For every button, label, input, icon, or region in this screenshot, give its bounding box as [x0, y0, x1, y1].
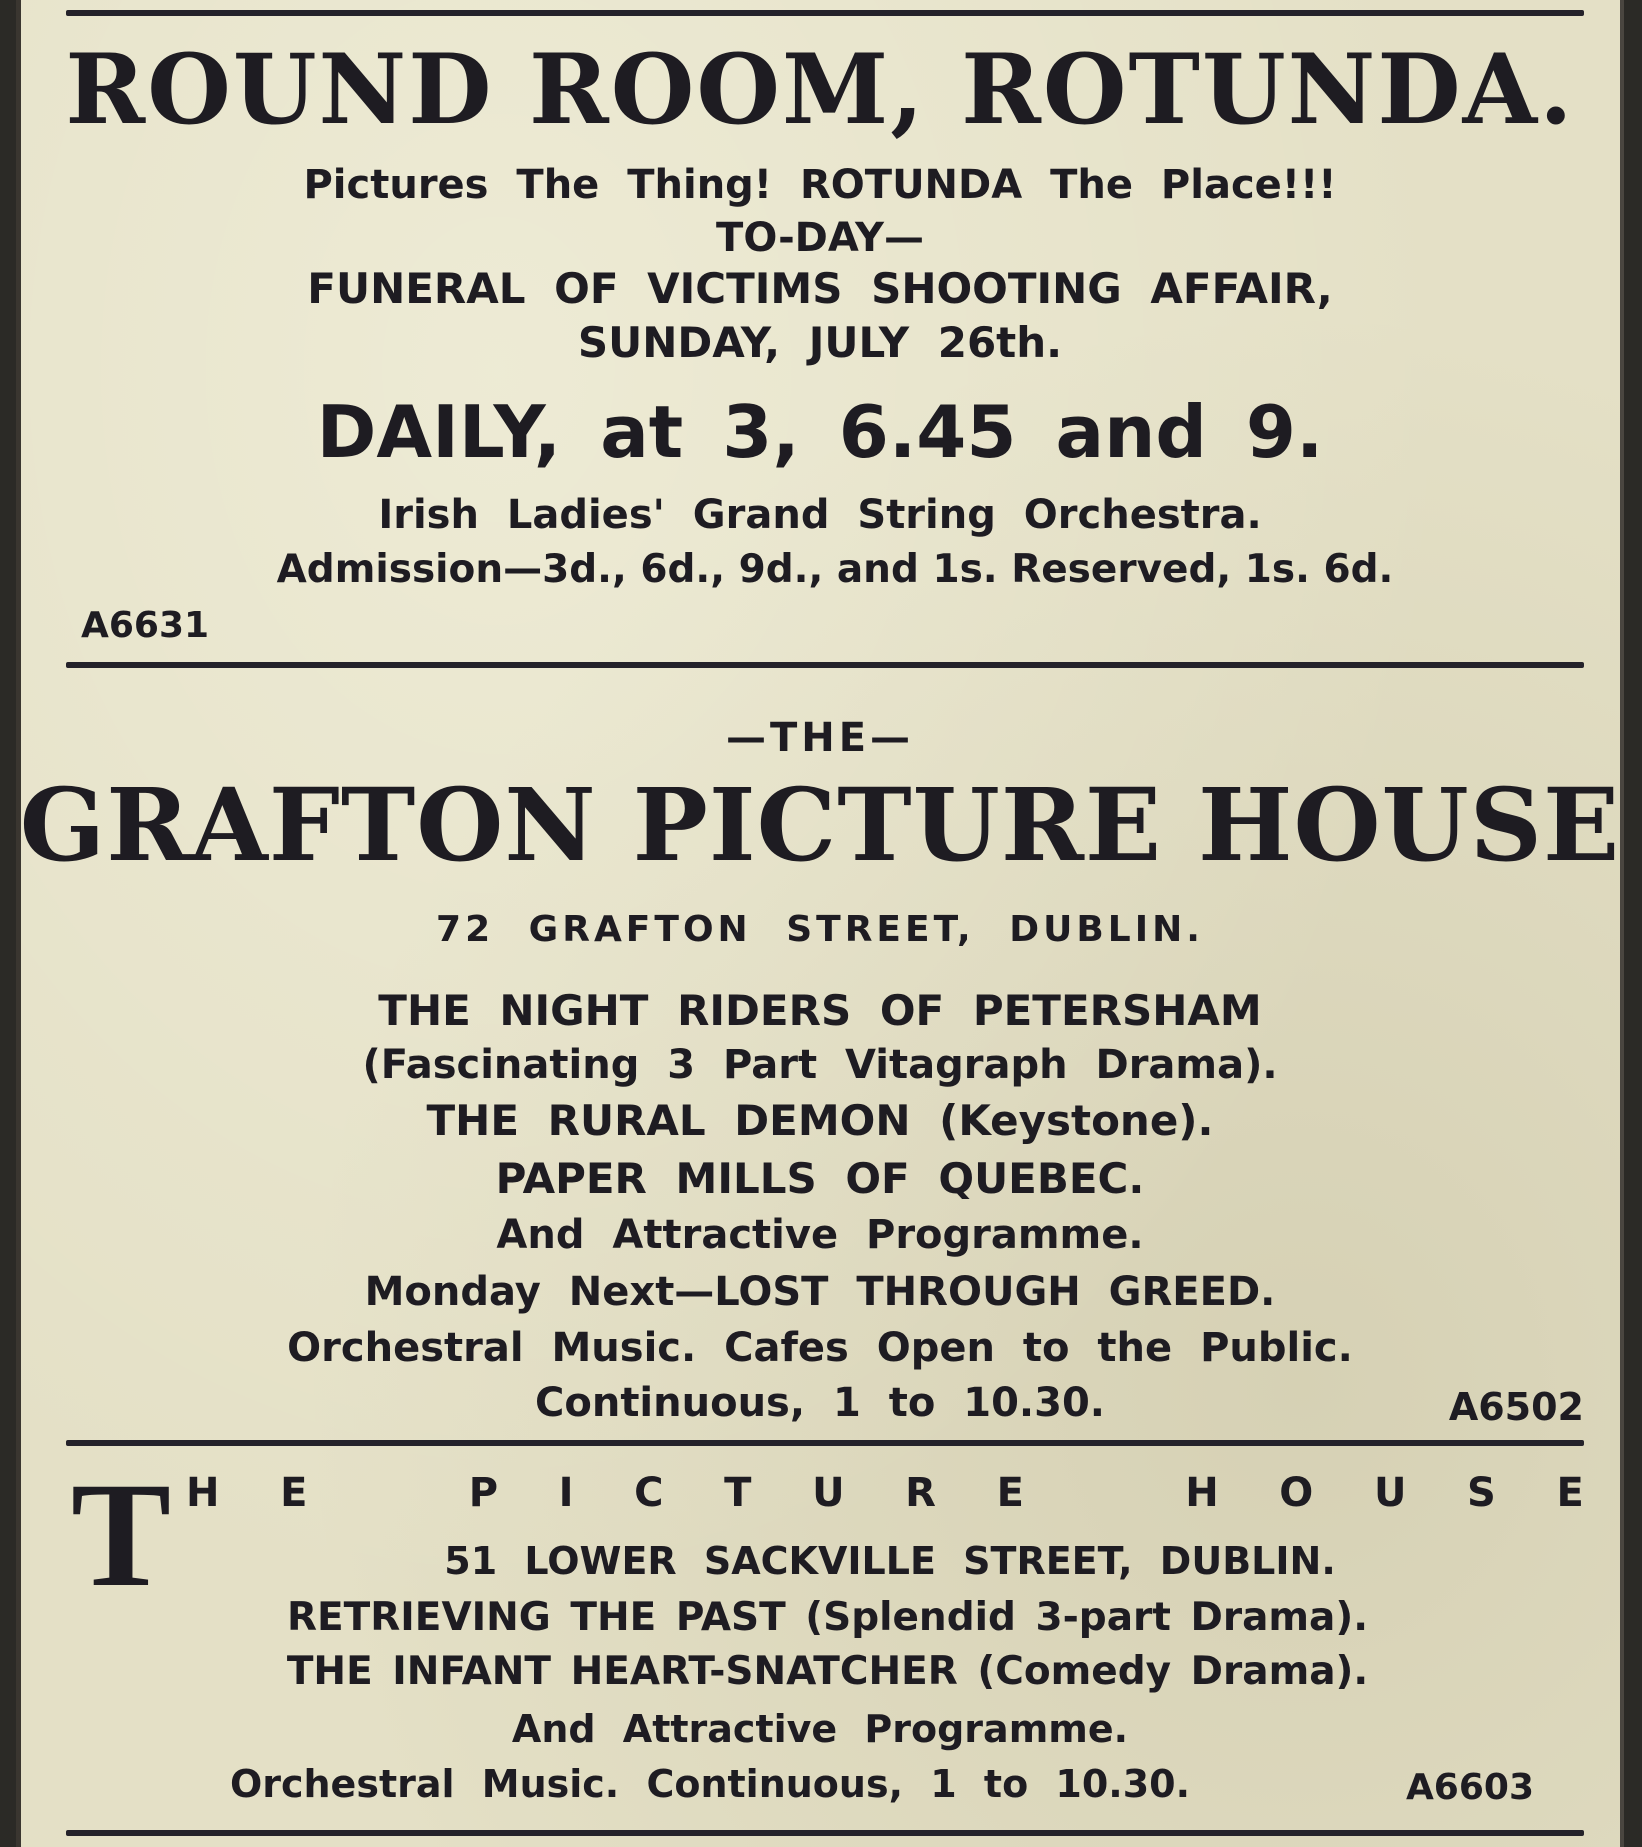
title-letter: U: [812, 1470, 845, 1516]
picture-house-film1: RETRIEVING THE PAST (Splendid 3-part Drama).: [286, 1595, 1369, 1640]
rotunda-admission: Admission—3d., 6d., 9d., and 1s. Reserved, 1s. 6d.: [276, 547, 1394, 592]
grafton-programme: And Attractive Programme.: [496, 1212, 1144, 1258]
grafton-the: —THE—: [725, 715, 915, 761]
grafton-address: 72 GRAFTON STREET, DUBLIN.: [436, 909, 1204, 950]
picture-house-programme: And Attractive Programme.: [511, 1707, 1129, 1751]
grafton-music: Orchestral Music. Cafes Open to the Public.: [287, 1325, 1353, 1371]
title-letter: S: [1467, 1470, 1496, 1516]
grafton-hours: Continuous, 1 to 10.30.: [535, 1380, 1105, 1426]
divider-rule-top: [66, 10, 1584, 16]
rotunda-slogan: Pictures The Thing! ROTUNDA The Place!!!: [303, 162, 1337, 208]
rotunda-orchestra: Irish Ladies' Grand String Orchestra.: [378, 492, 1262, 538]
grafton-film1: THE NIGHT RIDERS OF PETERSHAM: [378, 986, 1262, 1035]
grafton-film1-desc: (Fascinating 3 Part Vitagraph Drama).: [362, 1042, 1278, 1088]
picture-house-ref: A6603: [1405, 1767, 1534, 1808]
grafton-film2: THE RURAL DEMON (Keystone).: [426, 1096, 1214, 1145]
rotunda-feature: FUNERAL OF VICTIMS SHOOTING AFFAIR,: [307, 264, 1333, 313]
title-letter: I: [558, 1470, 574, 1516]
title-letter: T: [724, 1470, 752, 1516]
picture-house-music: Orchestral Music. Continuous, 1 to 10.30.: [229, 1762, 1191, 1806]
picture-house-drop-cap: T: [71, 1452, 172, 1618]
divider-rule: [66, 662, 1584, 668]
grafton-film3: PAPER MILLS OF QUEBEC.: [495, 1154, 1145, 1203]
picture-house-address: 51 LOWER SACKVILLE STREET, DUBLIN.: [444, 1539, 1336, 1583]
grafton-ref: A6502: [1448, 1385, 1584, 1429]
title-letter: H: [186, 1470, 220, 1516]
rotunda-times: DAILY, at 3, 6.45 and 9.: [316, 390, 1324, 474]
title-letter: E: [280, 1470, 308, 1516]
title-letter: R: [905, 1470, 936, 1516]
title-letter: H: [1185, 1470, 1219, 1516]
picture-house-title: [186, 1470, 1584, 1516]
title-letter: E: [1556, 1470, 1584, 1516]
rotunda-heading: ROUND ROOM, ROTUNDA.: [65, 33, 1575, 146]
divider-rule-bottom: [66, 1830, 1584, 1836]
rotunda-ref: A6631: [81, 605, 210, 646]
grafton-monday: Monday Next—LOST THROUGH GREED.: [364, 1269, 1276, 1315]
newspaper-page: [16, 0, 1624, 1847]
picture-house-film2: THE INFANT HEART-SNATCHER (Comedy Drama).: [286, 1649, 1369, 1694]
title-letter: U: [1373, 1470, 1407, 1516]
title-letter: E: [996, 1470, 1024, 1516]
rotunda-today: TO-DAY—: [716, 215, 924, 261]
title-letter: O: [1279, 1470, 1314, 1516]
title-letter: P: [468, 1470, 499, 1516]
divider-rule: [66, 1440, 1584, 1446]
grafton-heading: GRAFTON PICTURE HOUSE: [19, 766, 1621, 884]
rotunda-date: SUNDAY, JULY 26th.: [577, 318, 1063, 367]
title-letter: C: [634, 1470, 664, 1516]
